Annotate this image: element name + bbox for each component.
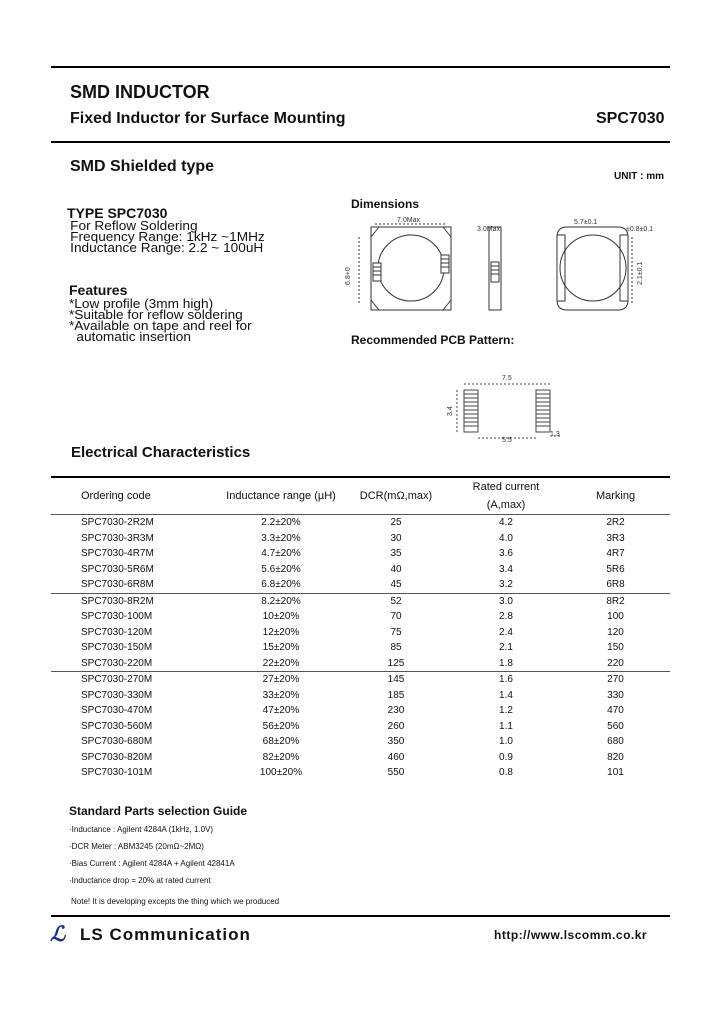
- table-row: [51, 593, 670, 609]
- cell-rated: 1.0: [499, 736, 513, 748]
- electrical-title: Electrical Characteristics: [71, 444, 251, 461]
- table-header-row: [51, 478, 670, 515]
- product-line-title: SMD INDUCTOR: [70, 82, 210, 102]
- pcb-pattern-title: Recommended PCB Pattern:: [351, 333, 515, 347]
- cell-inductance: 5.6±20%: [261, 563, 301, 575]
- table-row: [51, 531, 670, 547]
- cell-marking: 101: [607, 767, 624, 779]
- table-row: [51, 562, 670, 578]
- dim-side-width-label: 5.7±0.1: [574, 219, 598, 226]
- development-note: Note! It is developing excepts the thing which we produced: [71, 897, 280, 906]
- feature-item: automatic insertion: [76, 329, 191, 344]
- cell-code: SPC7030-4R7M: [81, 548, 154, 560]
- guide-item: ·Inductance : Agilent 4284A (1kHz, 1.0V): [69, 825, 214, 834]
- cell-dcr: 85: [390, 642, 402, 654]
- table-row: [51, 640, 670, 656]
- cell-code: SPC7030-220M: [81, 657, 153, 669]
- cell-inductance: 27±20%: [221, 672, 341, 688]
- cell-dcr: 230: [387, 705, 405, 717]
- cell-rated: 3.0: [451, 593, 561, 609]
- cell-dcr: 125: [387, 657, 405, 669]
- cell-code: SPC7030-5R6M: [81, 563, 154, 575]
- table-row: [51, 656, 670, 672]
- page-subtitle: Fixed Inductor for Surface Mounting: [70, 110, 346, 127]
- cell-marking: 2R2: [561, 515, 670, 531]
- cell-marking: 6R8: [606, 579, 625, 591]
- cell-marking: 4R7: [606, 548, 625, 560]
- guide-item: ·DCR Meter : ABM3245 (20mΩ~2MΩ): [69, 842, 204, 851]
- cell-code: SPC7030-270M: [51, 672, 221, 688]
- dim-side-height-label: 2.1±0.1: [637, 261, 644, 285]
- header-code: Ordering code: [81, 490, 151, 502]
- cell-code: SPC7030-680M: [81, 736, 153, 748]
- company-name: LS Communication: [80, 925, 251, 944]
- cell-rated: 2.4: [499, 626, 513, 638]
- pcb-left-label: 3.4: [447, 406, 454, 416]
- header-inductance: Inductance range (µH): [226, 490, 336, 502]
- cell-marking: 150: [607, 642, 624, 654]
- dim-thickness-label: 3.0Max: [477, 226, 500, 233]
- header-rated-line2: (A,max): [486, 499, 526, 511]
- cell-marking: 470: [607, 705, 624, 717]
- footer-rule: [51, 915, 670, 917]
- guide-item: ·Inductance drop = 20% at rated current: [69, 876, 211, 885]
- cell-dcr: 25: [341, 515, 451, 531]
- cell-inductance: 6.8±20%: [261, 579, 301, 591]
- header-marking: Marking: [595, 490, 636, 502]
- dim-height-label: 6.8+0: [345, 267, 352, 285]
- cell-dcr: 45: [390, 579, 402, 591]
- header-rated: [451, 478, 561, 515]
- table-row: [51, 546, 670, 562]
- cell-inductance: 10±20%: [262, 611, 300, 623]
- cell-marking: 100: [607, 611, 624, 623]
- cell-marking: 5R6: [606, 563, 625, 575]
- pcb-top-label: 7.5: [502, 375, 512, 382]
- cell-code: SPC7030-120M: [81, 626, 153, 638]
- cell-rated: 1.1: [499, 720, 513, 732]
- cell-inductance: 2.2±20%: [221, 515, 341, 531]
- pcb-right-label: 1.3: [550, 431, 560, 438]
- electrical-table: [51, 478, 670, 781]
- top-rule: [51, 66, 670, 68]
- cell-marking: 560: [607, 720, 624, 732]
- cell-code: SPC7030-150M: [81, 642, 153, 654]
- header-dcr: DCR(mΩ,max): [359, 490, 433, 502]
- features-title: Features: [69, 282, 128, 298]
- cell-code: SPC7030-101M: [81, 767, 153, 779]
- cell-code: SPC7030-820M: [81, 751, 153, 763]
- dim-width-label: 7.0Max: [397, 217, 420, 224]
- table-row: [51, 734, 670, 750]
- cell-dcr: 350: [387, 736, 405, 748]
- section-title: SMD Shielded type: [70, 158, 215, 175]
- cell-code: SPC7030-560M: [81, 720, 153, 732]
- cell-marking: 270: [561, 672, 670, 688]
- header-rule: [51, 141, 670, 143]
- cell-inductance: 33±20%: [262, 689, 300, 701]
- cell-marking: 680: [607, 736, 624, 748]
- cell-rated: 0.9: [499, 751, 513, 763]
- cell-dcr: 75: [390, 626, 402, 638]
- table-row: [51, 719, 670, 735]
- cell-dcr: 40: [390, 563, 402, 575]
- feature-item: *Suitable for reflow soldering: [69, 307, 243, 322]
- cell-marking: 3R3: [606, 532, 625, 544]
- type-line: Frequency Range: 1kHz ~1MHz: [70, 229, 265, 244]
- cell-inductance: 100±20%: [259, 767, 303, 779]
- dimensions-title: Dimensions: [351, 197, 420, 211]
- table-row: [51, 688, 670, 704]
- company-url[interactable]: http://www.lscomm.co.kr: [494, 928, 648, 942]
- guide-block: [69, 804, 247, 889]
- cell-rated: 3.2: [499, 579, 513, 591]
- table-row: [51, 672, 670, 688]
- cell-dcr: 185: [387, 689, 405, 701]
- dim-side-tol-label: ±0.8±0.1: [626, 226, 654, 233]
- feature-item: *Available on tape and reel for: [69, 318, 252, 333]
- cell-marking: 8R2: [561, 593, 670, 609]
- cell-rated: 2.1: [499, 642, 513, 654]
- cell-inductance: 8.2±20%: [221, 593, 341, 609]
- cell-dcr: 52: [341, 593, 451, 609]
- cell-rated: 3.4: [499, 563, 513, 575]
- header-rated-line1: Rated current: [472, 481, 540, 493]
- table-row: [51, 703, 670, 719]
- cell-inductance: 22±20%: [262, 657, 300, 669]
- cell-inductance: 82±20%: [262, 751, 300, 763]
- cell-dcr: 550: [387, 767, 405, 779]
- pcb-bottom-label: 5.5: [502, 437, 512, 444]
- cell-inductance: 68±20%: [262, 736, 300, 748]
- cell-inductance: 15±20%: [262, 642, 300, 654]
- cell-code: SPC7030-2R2M: [51, 515, 221, 531]
- cell-dcr: 260: [387, 720, 405, 732]
- company-logo-icon: ℒ: [50, 922, 66, 946]
- cell-rated: 3.6: [499, 548, 513, 560]
- cell-marking: 120: [607, 626, 624, 638]
- cell-code: SPC7030-470M: [81, 705, 153, 717]
- features-block: [69, 282, 252, 344]
- cell-rated: 1.2: [499, 705, 513, 717]
- cell-code: SPC7030-100M: [81, 611, 153, 623]
- dimensions-drawing: [345, 215, 670, 320]
- unit-label: UNIT : mm: [614, 171, 664, 182]
- type-title: TYPE SPC7030: [67, 205, 168, 221]
- pcb-pattern-drawing: [440, 372, 580, 444]
- cell-rated: 2.8: [499, 611, 513, 623]
- cell-dcr: 460: [387, 751, 405, 763]
- guide-title: Standard Parts selection Guide: [69, 804, 248, 818]
- type-line: Inductance Range: 2.2 ~ 100uH: [70, 240, 264, 255]
- cell-inductance: 12±20%: [262, 626, 300, 638]
- guide-item: ·Bias Current : Agilent 4284A + Agilent 42841A: [69, 859, 235, 868]
- cell-code: SPC7030-3R3M: [81, 532, 154, 544]
- cell-marking: 220: [607, 657, 624, 669]
- cell-rated: 4.2: [451, 515, 561, 531]
- cell-dcr: 30: [390, 532, 402, 544]
- feature-item: *Low profile (3mm high): [69, 296, 214, 311]
- cell-inductance: 56±20%: [262, 720, 300, 732]
- table-row: [51, 577, 670, 593]
- part-number: SPC7030: [596, 110, 665, 127]
- type-block: [67, 205, 265, 255]
- cell-rated: 1.8: [499, 657, 513, 669]
- cell-inductance: 47±20%: [262, 705, 300, 717]
- table-row: [51, 515, 670, 531]
- cell-dcr: 70: [390, 611, 402, 623]
- cell-rated: 1.4: [499, 689, 513, 701]
- cell-rated: 1.6: [451, 672, 561, 688]
- cell-inductance: 4.7±20%: [261, 548, 301, 560]
- table-row: [51, 765, 670, 781]
- cell-marking: 330: [607, 689, 624, 701]
- cell-code: SPC7030-6R8M: [81, 579, 154, 591]
- cell-rated: 4.0: [499, 532, 513, 544]
- table-row: [51, 625, 670, 641]
- type-line: For Reflow Soldering: [70, 218, 198, 233]
- table-row: [51, 750, 670, 766]
- cell-code: SPC7030-8R2M: [51, 593, 221, 609]
- cell-dcr: 35: [390, 548, 402, 560]
- cell-dcr: 145: [341, 672, 451, 688]
- cell-inductance: 3.3±20%: [261, 532, 301, 544]
- cell-marking: 820: [607, 751, 624, 763]
- cell-rated: 0.8: [499, 767, 513, 779]
- cell-code: SPC7030-330M: [81, 689, 153, 701]
- table-row: [51, 609, 670, 625]
